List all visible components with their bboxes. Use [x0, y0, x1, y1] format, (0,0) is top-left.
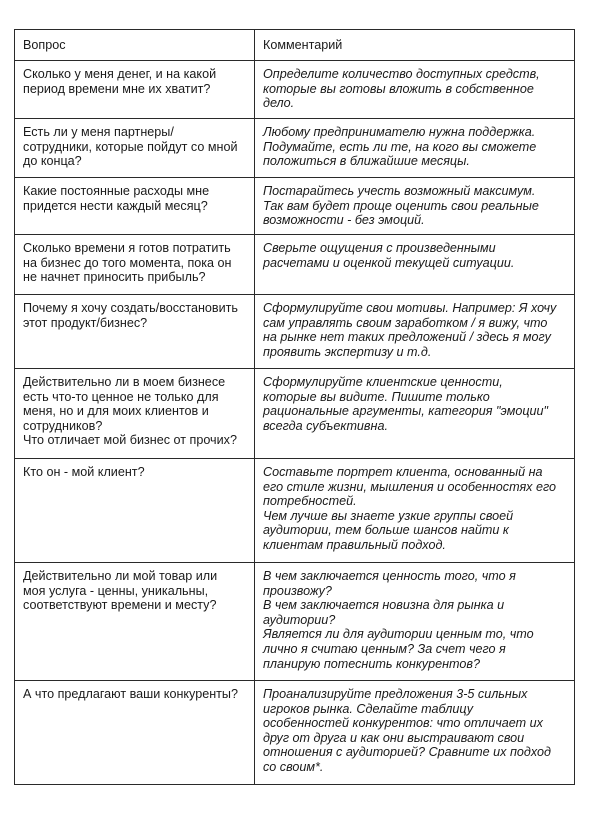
- table-row: [15, 563, 575, 681]
- comment-cell: Сформулируйте свои мотивы. Например: Я хочу сам управлять своим заработком / я вижу, что на рынке нет таких предложений / здесь я могу проявить экспертизу и т.д.: [255, 295, 575, 369]
- question-cell: Какие постоянные расходы мне придется нести каждый месяц?: [15, 178, 255, 235]
- question-cell: Сколько у меня денег, и на какой период времени мне их хватит?: [15, 61, 255, 119]
- question-cell: Есть ли у меня партнеры/ сотрудники, которые пойдут со мной до конца?: [15, 119, 255, 178]
- table-row: [15, 681, 575, 785]
- table-row: [15, 369, 575, 459]
- table-header-row: [15, 30, 575, 61]
- comment-cell: Постарайтесь учесть возможный максимум. Так вам будет проще оценить свои реальные возможности - без эмоций.: [255, 178, 575, 235]
- table-row: [15, 459, 575, 563]
- question-cell: А что предлагают ваши конкуренты?: [15, 681, 255, 785]
- table-row: [15, 178, 575, 235]
- questions-table: [14, 29, 575, 785]
- comment-cell: Проанализируйте предложения 3-5 сильных игроков рынка. Сделайте таблицу особенностей конкурентов: что отличает их друг от друга и как они выстраивают свои отношения с аудиторией? Сравните их подход со своим*.: [255, 681, 575, 785]
- comment-cell: Составьте портрет клиента, основанный на его стиле жизни, мышления и особенностях его потребностей. Чем лучше вы знаете узкие группы своей аудитории, тем больше шансов найти к клиентам правильный подход.: [255, 459, 575, 563]
- comment-cell: Сформулируйте клиентские ценности, которые вы видите. Пишите только рациональные аргументы, категория "эмоции" всегда субъективна.: [255, 369, 575, 459]
- table-row: [15, 295, 575, 369]
- header-question: Вопрос: [15, 30, 255, 61]
- comment-cell: Любому предпринимателю нужна поддержка. Подумайте, есть ли те, на кого вы сможете положиться в ближайшие месяцы.: [255, 119, 575, 178]
- table-row: [15, 235, 575, 295]
- header-comment: Комментарий: [255, 30, 575, 61]
- question-cell: Почему я хочу создать/восстановить этот продукт/бизнес?: [15, 295, 255, 369]
- question-cell: Действительно ли мой товар или моя услуга - ценны, уникальны, соответствуют времени и месту?: [15, 563, 255, 681]
- question-cell: Сколько времени я готов потратить на бизнес до того момента, пока он не начнет приносить прибыль?: [15, 235, 255, 295]
- document-page: [14, 29, 574, 785]
- question-cell: Кто он - мой клиент?: [15, 459, 255, 563]
- comment-cell: Определите количество доступных средств, которые вы готовы вложить в собственное дело.: [255, 61, 575, 119]
- table-row: [15, 119, 575, 178]
- comment-cell: Сверьте ощущения с произведенными расчетами и оценкой текущей ситуации.: [255, 235, 575, 295]
- question-cell: Действительно ли в моем бизнесе есть что-то ценное не только для меня, но и для моих клиентов и сотрудников? Что отличает мой бизнес от прочих?: [15, 369, 255, 459]
- table-row: [15, 61, 575, 119]
- comment-cell: В чем заключается ценность того, что я произвожу? В чем заключается новизна для рынка и аудитории? Является ли для аудитории ценным то, что лично я считаю ценным? За счет чего я планирую потеснить конкурентов?: [255, 563, 575, 681]
